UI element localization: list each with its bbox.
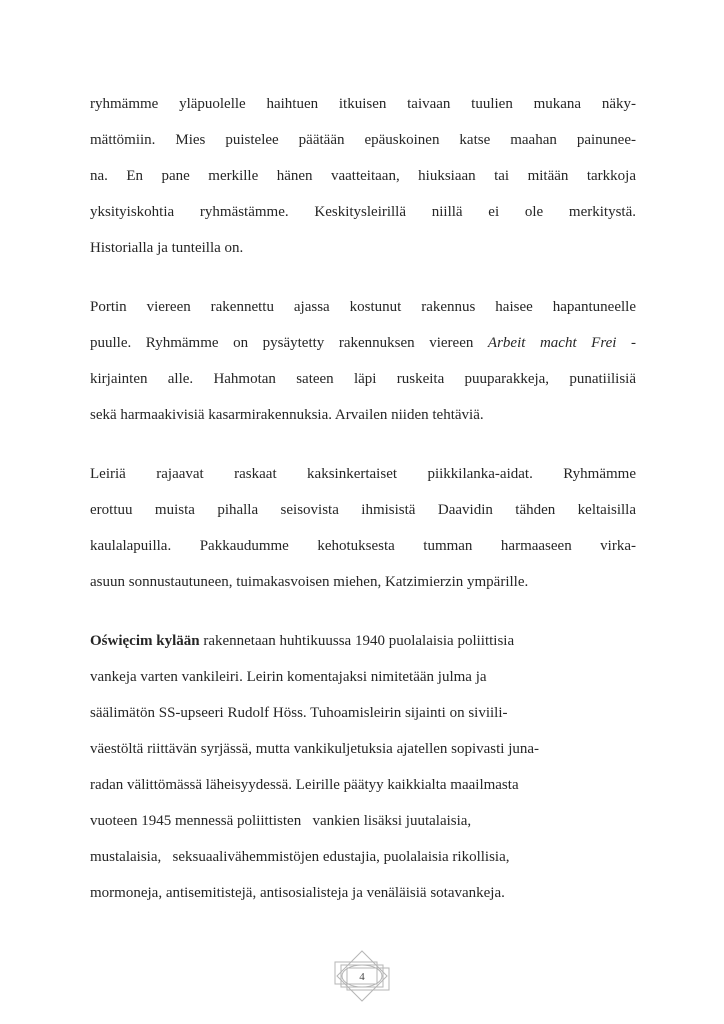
text-segment: radan välittömässä läheisyydessä. Leirille päätyy kaikkialta maailmasta — [90, 777, 519, 793]
text-segment: puulle. Ryhmämme on pysäytetty rakennuksen viereen — [90, 335, 488, 351]
text-line — [90, 623, 636, 659]
text-line — [90, 122, 636, 158]
text-line — [90, 731, 636, 767]
page-footer — [0, 948, 724, 1004]
text-segment: mustalaisia, seksuaalivähemmistöjen edustajia, puolalaisia rikollisia, — [90, 849, 510, 865]
text-line — [90, 564, 636, 600]
text-line — [90, 528, 636, 564]
text-line — [90, 397, 636, 433]
text-segment: kaulalapuilla. Pakkaudumme kehotuksesta tumman harmaaseen virka- — [90, 538, 636, 554]
text-segment: Historialla ja tunteilla on. — [90, 240, 244, 256]
text-segment: Portin viereen rakennettu ajassa kostunut rakennus haisee hapantuneelle — [90, 299, 636, 315]
text-segment: mormoneja, antisemitistejä, antisosialisteja ja venäläisiä sotavankeja. — [90, 885, 505, 901]
text-segment: - — [616, 335, 636, 351]
paragraph-3 — [90, 456, 636, 600]
text-segment: erottuu muista pihalla seisovista ihmisistä Daavidin tähden keltaisilla — [90, 502, 636, 518]
text-segment: Leiriä rajaavat raskaat kaksinkertaiset piikkilanka-aidat. Ryhmämme — [90, 466, 636, 482]
text-segment: ryhmämme yläpuolelle haihtuen itkuisen taivaan tuulien mukana näky- — [90, 96, 636, 112]
text-segment: säälimätön SS-upseeri Rudolf Höss. Tuhoamisleirin sijainti on siviili- — [90, 705, 508, 721]
paragraph-4 — [90, 623, 636, 911]
text-block — [90, 86, 636, 934]
text-line — [90, 767, 636, 803]
text-line — [90, 325, 636, 361]
text-segment: vuoteen 1945 mennessä poliittisten vankien lisäksi juutalaisia, — [90, 813, 472, 829]
page-number-ornament — [331, 948, 393, 1004]
text-segment: asuun sonnustautuneen, tuimakasvoisen miehen, Katzimierzin ympärille. — [90, 574, 529, 590]
text-line — [90, 230, 636, 266]
text-segment: rakennetaan huhtikuussa 1940 puolalaisia poliittisia — [199, 633, 515, 649]
text-segment: yksityiskohtia ryhmästämme. Keskitysleirillä niillä ei ole merkitystä. — [90, 204, 636, 220]
text-segment: sekä harmaakivisiä kasarmirakennuksia. Arvailen niiden tehtäviä. — [90, 407, 484, 423]
text-segment: vankeja varten vankileiri. Leirin komentajaksi nimitetään julma ja — [90, 669, 487, 685]
text-segment: väestöltä riittävän syrjässä, mutta vankikuljetuksia ajatellen sopivasti juna- — [90, 741, 540, 757]
text-line — [90, 289, 636, 325]
text-line — [90, 659, 636, 695]
text-segment: na. En pane merkille hänen vaatteitaan, hiuksiaan tai mitään tarkkoja — [90, 168, 636, 184]
bold-text: Oświęcim kylään — [90, 633, 200, 649]
italic-text: Arbeit macht Frei — [487, 335, 617, 351]
text-line — [90, 86, 636, 122]
text-line — [90, 839, 636, 875]
text-segment: mättömiin. Mies puistelee päätään epäuskoinen katse maahan painunee- — [90, 132, 636, 148]
paragraph-2 — [90, 289, 636, 433]
text-line — [90, 361, 636, 397]
text-line — [90, 875, 636, 911]
text-line — [90, 492, 636, 528]
text-line — [90, 194, 636, 230]
paragraph-1 — [90, 86, 636, 266]
text-segment: kirjainten alle. Hahmotan sateen läpi ruskeita puuparakkeja, punatiilisiä — [90, 371, 636, 387]
text-line — [90, 158, 636, 194]
text-line — [90, 803, 636, 839]
text-line — [90, 456, 636, 492]
page-number: 4 — [359, 971, 365, 983]
text-line — [90, 695, 636, 731]
